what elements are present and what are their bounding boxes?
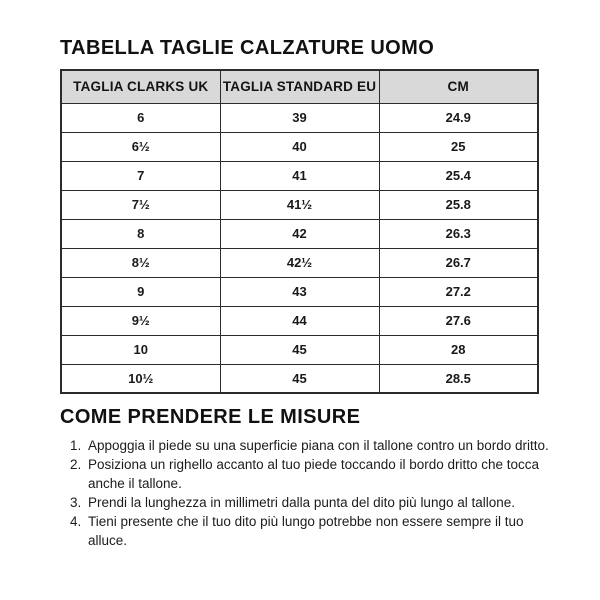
table-cell: 41½ (220, 190, 379, 219)
table-row (61, 190, 538, 219)
table-row (61, 364, 538, 393)
size-table-body (61, 103, 538, 393)
table-cell: 28.5 (379, 364, 538, 393)
column-header-uk: TAGLIA CLARKS UK (61, 70, 220, 103)
table-cell: 25.4 (379, 161, 538, 190)
table-row (61, 335, 538, 364)
table-cell: 9½ (61, 306, 220, 335)
table-row (61, 248, 538, 277)
table-row (61, 132, 538, 161)
instruction-line: Posiziona un righello accanto al tuo piede toccando il bordo dritto che tocca (88, 457, 540, 472)
instructions-heading: COME PRENDERE LE MISURE (60, 406, 361, 428)
table-cell: 40 (220, 132, 379, 161)
table-cell: 43 (220, 277, 379, 306)
instruction-item (70, 512, 600, 550)
table-row (61, 306, 538, 335)
table-cell: 45 (220, 364, 379, 393)
column-header-eu: TAGLIA STANDARD EU (220, 70, 379, 103)
instruction-text (88, 493, 515, 512)
table-cell: 6 (61, 103, 220, 132)
page-title: TABELLA TAGLIE CALZATURE UOMO (60, 37, 435, 59)
instruction-line: alluce. (88, 533, 128, 548)
header-row (61, 70, 538, 103)
instruction-number: 4. (70, 514, 82, 529)
table-row (61, 161, 538, 190)
table-cell: 10½ (61, 364, 220, 393)
table-cell: 7½ (61, 190, 220, 219)
table-row (61, 103, 538, 132)
instruction-item (70, 436, 600, 455)
column-header-cm: CM (379, 70, 538, 103)
instruction-line: Appoggia il piede su una superficie piana con il tallone contro un bordo dritto. (88, 438, 549, 453)
instruction-number: 1. (70, 438, 82, 453)
table-cell: 27.6 (379, 306, 538, 335)
table-row (61, 219, 538, 248)
table-cell: 25 (379, 132, 538, 161)
table-cell: 8 (61, 219, 220, 248)
table-cell: 10 (61, 335, 220, 364)
table-cell: 42½ (220, 248, 379, 277)
instruction-line: Prendi la lunghezza in millimetri dalla punta del dito più lungo al tallone. (88, 495, 516, 510)
table-cell: 41 (220, 161, 379, 190)
instruction-number: 3. (70, 495, 82, 510)
table-cell: 45 (220, 335, 379, 364)
instruction-item (70, 493, 600, 512)
table-cell: 26.3 (379, 219, 538, 248)
table-row (61, 277, 538, 306)
instructions-list (60, 436, 600, 550)
table-cell: 39 (220, 103, 379, 132)
table-cell: 8½ (61, 248, 220, 277)
size-table-header (61, 70, 538, 103)
instruction-text (88, 455, 539, 493)
table-cell: 42 (220, 219, 379, 248)
size-table (60, 69, 539, 394)
instruction-text (88, 436, 549, 455)
table-cell: 27.2 (379, 277, 538, 306)
table-cell: 44 (220, 306, 379, 335)
instruction-text (88, 512, 524, 550)
table-cell: 28 (379, 335, 538, 364)
table-cell: 6½ (61, 132, 220, 161)
table-cell: 26.7 (379, 248, 538, 277)
table-cell: 9 (61, 277, 220, 306)
table-cell: 7 (61, 161, 220, 190)
instruction-line: Tieni presente che il tuo dito più lungo potrebbe non essere sempre il tuo (88, 514, 524, 529)
table-cell: 25.8 (379, 190, 538, 219)
table-cell: 24.9 (379, 103, 538, 132)
instruction-line: anche il tallone. (88, 476, 182, 491)
instruction-number: 2. (70, 457, 82, 472)
instruction-item (70, 455, 600, 493)
